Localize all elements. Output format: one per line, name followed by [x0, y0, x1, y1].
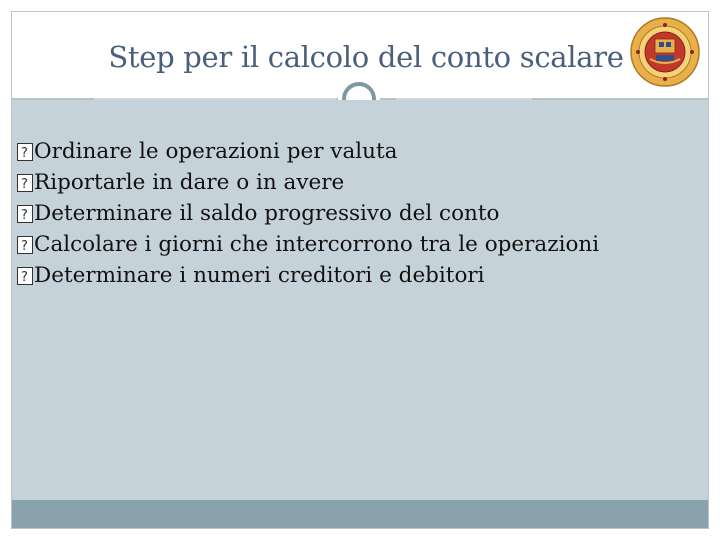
bullet-text: Ordinare le operazioni per valuta: [34, 139, 398, 164]
bullet-text: Calcolare i giorni che intercorrono tra le operazioni: [34, 232, 600, 257]
bullet-icon: [17, 143, 33, 161]
bullet-text: Riportarle in dare o in avere: [34, 170, 345, 195]
bullet-text: Determinare i numeri creditori e debitori: [34, 263, 485, 288]
list-item: [17, 136, 599, 167]
footer-bar: [12, 500, 708, 528]
list-item: [17, 198, 599, 229]
list-item: [17, 229, 599, 260]
list-item: [17, 260, 599, 291]
slide-frame: [11, 11, 709, 529]
list-item: [17, 167, 599, 198]
bullet-icon: [17, 205, 33, 223]
bullet-icon: [17, 174, 33, 192]
slide-title: Step per il calcolo del conto scalare: [108, 40, 624, 74]
bullet-text: Determinare il saldo progressivo del conto: [34, 201, 500, 226]
bullet-list: [17, 136, 599, 291]
bullet-icon: [17, 267, 33, 285]
bullet-icon: [17, 236, 33, 254]
content-area: [12, 100, 708, 500]
university-seal-icon: [630, 17, 700, 87]
